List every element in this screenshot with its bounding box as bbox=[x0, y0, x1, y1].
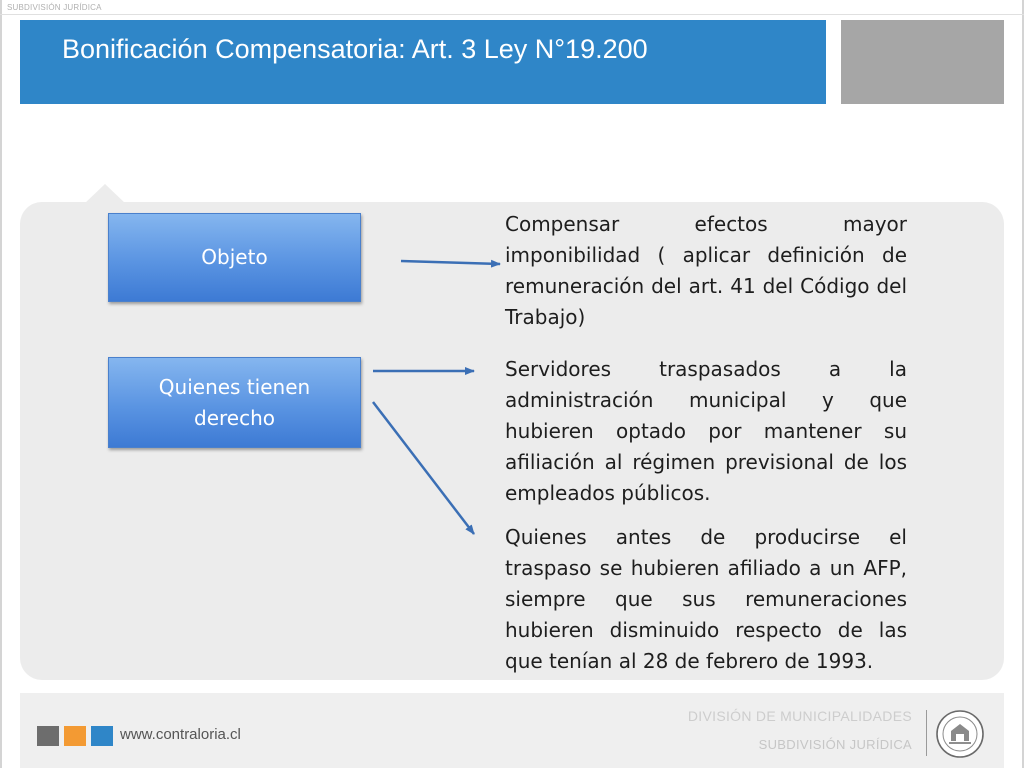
objeto-label-box bbox=[108, 213, 361, 302]
footer-divider bbox=[926, 710, 927, 756]
quienes-description-1: Servidores traspasados a la administración municipal y que hubieren optado por mantener su afiliación al régimen previsional de los empleados públicos. bbox=[505, 357, 907, 505]
slide-title: Bonificación Compensatoria: Art. 3 Ley N°19.200 bbox=[62, 34, 648, 64]
brand-square-gray bbox=[37, 726, 59, 746]
title-bar bbox=[20, 20, 826, 104]
title-accent-block bbox=[841, 20, 1004, 104]
brand-square-blue bbox=[91, 726, 113, 746]
brand-square-orange bbox=[64, 726, 86, 746]
website-url[interactable]: www.contraloria.cl bbox=[120, 726, 241, 743]
quienes-label: Quienes tienen derecho bbox=[158, 374, 311, 430]
objeto-description: Compensar efectos mayor imponibilidad ( aplicar definición de remuneración del art. 41 del Código del Trabajo) bbox=[505, 212, 907, 329]
objeto-label: Objeto bbox=[201, 245, 268, 269]
top-corner-label: SUBDIVISIÓN JURÍDICA bbox=[7, 3, 102, 12]
quienes-description-2: Quienes antes de producirse el traspaso se hubieren afiliado a un AFP, siempre que sus remuneraciones hubieren disminuido respecto de las que tenían al 28 de febrero de 1993. bbox=[505, 525, 907, 673]
slide-frame-top bbox=[0, 14, 1024, 15]
slide-frame-left bbox=[0, 0, 2, 768]
contraloria-seal-icon bbox=[935, 709, 985, 759]
footer-subdivision: SUBDIVISIÓN JURÍDICA bbox=[758, 737, 912, 752]
footer-division: DIVISIÓN DE MUNICIPALIDADES bbox=[687, 708, 912, 724]
quienes-label-box bbox=[108, 357, 361, 448]
panel-notch bbox=[84, 184, 126, 204]
